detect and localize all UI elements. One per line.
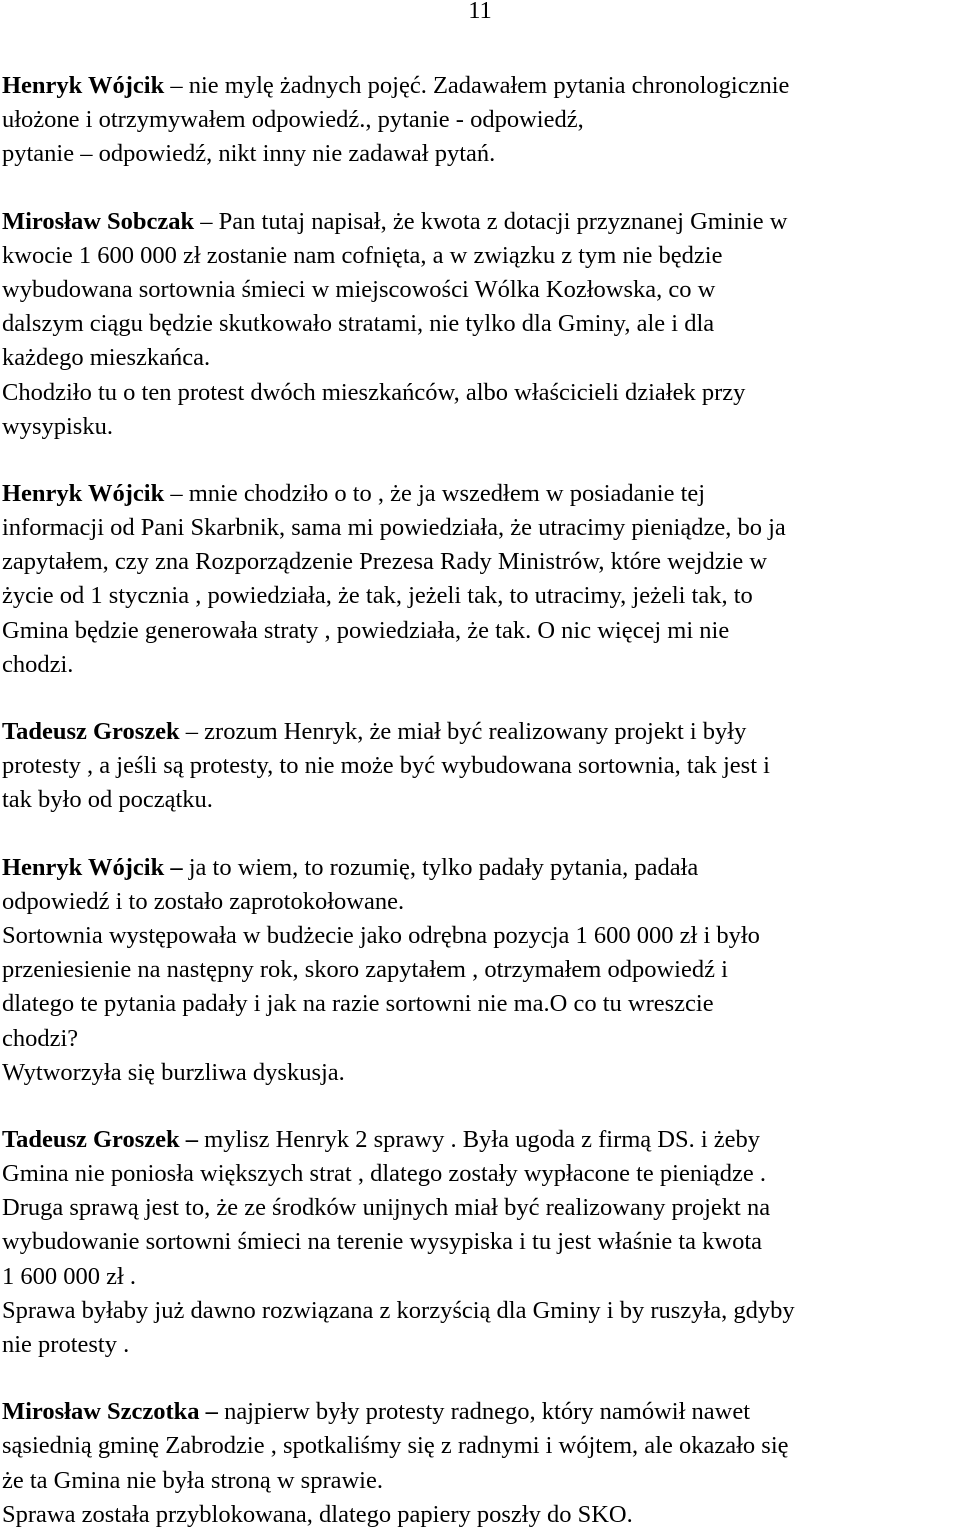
text-line xyxy=(2,648,959,682)
text-line xyxy=(2,1294,959,1328)
text-line xyxy=(2,987,959,1021)
text-line xyxy=(2,545,959,579)
text-line xyxy=(2,307,959,341)
text-line xyxy=(2,1328,959,1362)
text-line xyxy=(2,1464,959,1498)
text-line xyxy=(2,103,959,137)
paragraph-gap xyxy=(2,444,959,477)
line-text: Chodziło tu o ten protest dwóch mieszkańców, albo właścicieli działek przy xyxy=(2,378,746,406)
line-text: ja to wiem, to rozumię, tylko padały pytania, padała xyxy=(182,853,699,881)
text-line xyxy=(2,579,959,613)
text-line xyxy=(2,1260,959,1294)
text-line xyxy=(2,273,959,307)
paragraph xyxy=(2,205,959,444)
line-text: – nie mylę żadnych pojęć. Zadawałem pytania chronologicznie xyxy=(164,72,790,99)
line-text: wybudowana sortownia śmieci w miejscowości Wólka Kozłowska, co w xyxy=(2,275,716,303)
text-line xyxy=(2,1157,959,1191)
text-line xyxy=(2,1225,959,1259)
line-text: Sprawa została przyblokowana, dlatego papiery poszły do SKO. xyxy=(2,1500,633,1528)
line-text: – mnie chodziło o to , że ja wszedłem w posiadanie tej xyxy=(164,479,706,507)
text-line xyxy=(2,1498,959,1532)
paragraph-gap xyxy=(2,682,959,715)
line-text: Gmina nie poniosła większych strat , dlatego zostały wypłacone te pieniądze . xyxy=(2,1160,767,1188)
paragraph xyxy=(2,851,959,1090)
line-text: pytanie – odpowiedź, nikt inny nie zadawał pytań. xyxy=(2,140,496,168)
text-line xyxy=(2,919,959,953)
text-line xyxy=(2,715,959,749)
line-text: przeniesienie na następny rok, skoro zapytałem , otrzymałem odpowiedź i xyxy=(2,956,728,984)
paragraph xyxy=(2,1395,959,1532)
line-text: każdego mieszkańca. xyxy=(2,344,211,372)
page-number: 11 xyxy=(468,0,492,24)
text-line xyxy=(2,511,959,545)
text-line xyxy=(2,376,959,410)
text-line xyxy=(2,1429,959,1463)
line-text: tak było od początku. xyxy=(2,786,213,814)
paragraph xyxy=(2,69,959,172)
paragraph-gap xyxy=(2,1362,959,1395)
text-line xyxy=(2,851,959,885)
line-text: Gmina będzie generowała straty , powiedziała, że tak. O nic więcej mi nie xyxy=(2,616,730,644)
line-text: protesty , a jeśli są protesty, to nie może być wybudowana sortownia, tak jest i xyxy=(2,752,770,780)
line-text: odpowiedź i to zostało zaprotokołowane. xyxy=(2,887,405,915)
text-line xyxy=(2,205,959,239)
text-line xyxy=(2,137,959,171)
line-text: dlatego te pytania padały i jak na razie sortowni nie ma.O co tu wreszcie xyxy=(2,990,714,1018)
speaker-name: Henryk Wójcik xyxy=(2,72,165,99)
paragraph-gap xyxy=(2,1090,959,1123)
paragraph xyxy=(2,715,959,818)
speaker-name: Tadeusz Groszek xyxy=(2,718,180,745)
line-text: sąsiednią gminę Zabrodzie , spotkaliśmy się z radnymi i wójtem, ale okazało się xyxy=(2,1432,789,1460)
line-text: – Pan tutaj napisał, że kwota z dotacji przyznanej Gminie w xyxy=(194,207,788,235)
line-text: informacji od Pani Skarbnik, sama mi powiedziała, że utracimy pieniądze, bo ja xyxy=(2,514,786,542)
line-text: zapytałem, czy zna Rozporządzenie Prezesa Rady Ministrów, które wejdzie w xyxy=(2,548,768,576)
speaker-name: Mirosław Sobczak xyxy=(2,207,195,235)
speaker-name: Tadeusz Groszek – xyxy=(2,1125,199,1153)
line-text: Sortownia występowała w budżecie jako odrębna pozycja 1 600 000 zł i było xyxy=(2,921,760,949)
line-text: Wytworzyła się burzliwa dyskusja. xyxy=(2,1058,345,1086)
line-text: wybudowanie sortowni śmieci na terenie wysypiska i tu jest właśnie ta kwota xyxy=(2,1228,763,1256)
text-line xyxy=(2,1395,959,1429)
line-text: 1 600 000 zł . xyxy=(2,1262,137,1290)
speaker-name: Henryk Wójcik – xyxy=(2,853,183,881)
line-text: Sprawa byłaby już dawno rozwiązana z korzyścią dla Gminy i by ruszyła, gdyby xyxy=(2,1296,795,1324)
line-text: że ta Gmina nie była stroną w sprawie. xyxy=(2,1466,383,1494)
text-line xyxy=(2,69,959,103)
text-line xyxy=(2,614,959,648)
speaker-name: Mirosław Szczotka – xyxy=(2,1398,218,1426)
line-text: dalszym ciągu będzie skutkowało stratami, nie tylko dla Gminy, ale i dla xyxy=(2,310,715,338)
paragraph-gap xyxy=(2,818,959,851)
line-text: wysypisku. xyxy=(2,412,113,440)
document-body xyxy=(2,69,959,1532)
line-text: kwocie 1 600 000 zł zostanie nam cofnięta, a w związku z tym nie będzie xyxy=(2,241,723,269)
text-line xyxy=(2,477,959,511)
text-line xyxy=(2,749,959,783)
text-line xyxy=(2,410,959,444)
line-text: Druga sprawą jest to, że ze środków unijnych miał być realizowany projekt na xyxy=(2,1194,771,1222)
line-text: najpierw były protesty radnego, który namówił nawet xyxy=(217,1398,750,1426)
text-line xyxy=(2,885,959,919)
line-text: ułożone i otrzymywałem odpowiedź., pytanie - odpowiedź, xyxy=(2,106,584,134)
text-line xyxy=(2,1022,959,1056)
line-text: chodzi? xyxy=(2,1024,79,1052)
line-text: życie od 1 stycznia , powiedziała, że tak, jeżeli tak, to utracimy, jeżeli tak, to xyxy=(2,582,753,610)
text-line xyxy=(2,341,959,375)
line-text: – zrozum Henryk, że miał być realizowany projekt i były xyxy=(179,718,747,745)
paragraph xyxy=(2,477,959,682)
line-text: nie protesty . xyxy=(2,1331,130,1358)
text-line xyxy=(2,239,959,273)
text-line xyxy=(2,1056,959,1090)
text-line xyxy=(2,783,959,817)
text-line xyxy=(2,1191,959,1225)
line-text: chodzi. xyxy=(2,650,74,678)
paragraph-gap xyxy=(2,172,959,205)
paragraph xyxy=(2,1123,959,1362)
speaker-name: Henryk Wójcik xyxy=(2,479,165,507)
text-line xyxy=(2,1123,959,1157)
text-line xyxy=(2,953,959,987)
line-text: mylisz Henryk 2 sprawy . Była ugoda z firmą DS. i żeby xyxy=(198,1125,761,1153)
